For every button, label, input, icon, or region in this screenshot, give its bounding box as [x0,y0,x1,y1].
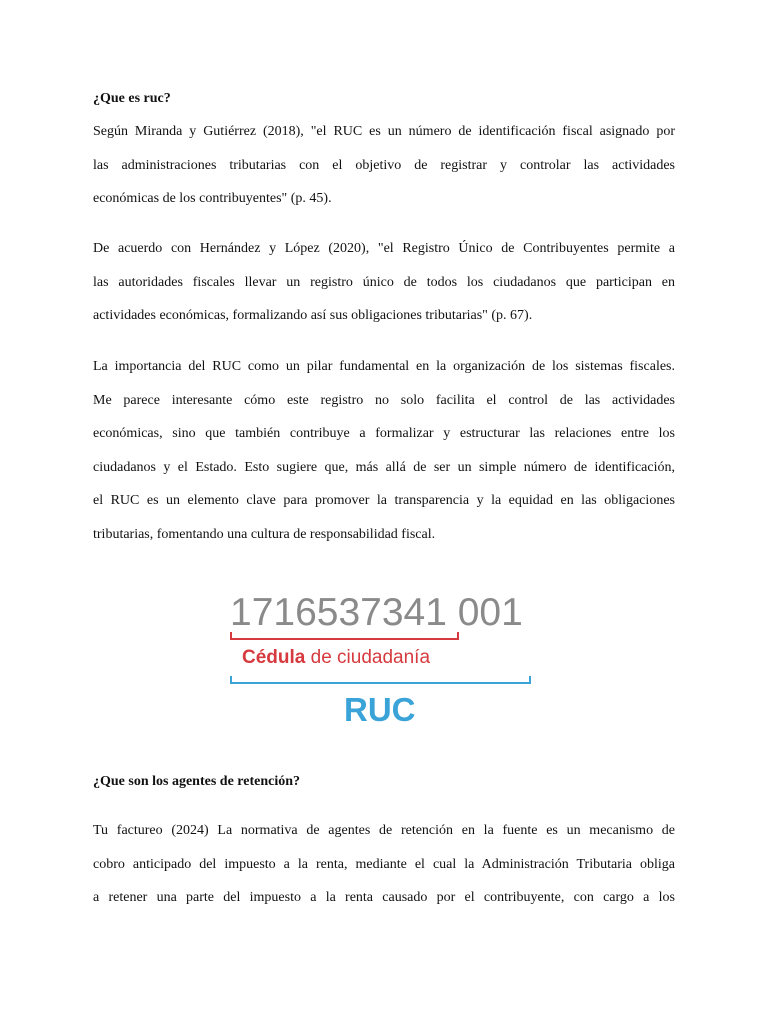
text-line: cobro anticipado del impuesto a la renta, mediante el cual la Administración Tributaria obliga [93,856,675,872]
text-line: las autoridades fiscales llevar un registro único de todos los ciudadanos que participan en [93,274,675,290]
text-line: De acuerdo con Hernández y López (2020), "el Registro Único de Contribuyentes permite a [93,241,675,256]
text-line: actividades económicas, formalizando así sus obligaciones tributarias" (p. 67). [93,308,533,324]
paragraph-ruc-definition-2 [93,232,675,333]
cedula-bracket [231,632,458,639]
ruc-diagram [226,588,536,733]
section-heading-agentes: ¿Que son los agentes de retención? [93,774,301,789]
text-line: Me parece interesante cómo este registro no solo facilita el control de las actividades [93,392,675,408]
cedula-label [242,646,430,670]
text-line: económicas de los contribuyentes" (p. 45). [93,191,332,207]
text-line: las administraciones tributarias con el objetivo de registrar y controlar las actividades [93,157,675,173]
ruc-number: 1716537341 001 [230,591,523,634]
paragraph-ruc-importance [93,350,675,552]
section-heading-ruc: ¿Que es ruc? [93,91,171,106]
text-line: el RUC es un elemento clave para promover la transparencia y la equidad en las obligaciones [93,493,675,509]
text-line: Según Miranda y Gutiérrez (2018), "el RUC es un número de identificación fiscal asignado por [93,124,675,139]
text-line: Tu factureo (2024) La normativa de agentes de retención en la fuente es un mecanismo de [93,823,675,838]
text-line: ciudadanos y el Estado. Esto sugiere que, más allá de ser un simple número de identificación, [93,459,675,475]
ruc-label: RUC [344,691,416,728]
cedula-label-rest: de ciudadanía [305,647,431,668]
paragraph-agentes-retencion [93,814,675,915]
text-line: La importancia del RUC como un pilar fundamental en la organización de los sistemas fiscales. [93,359,675,374]
text-line: tributarias, fomentando una cultura de responsabilidad fiscal. [93,526,436,542]
cedula-label-bold: Cédula [242,647,306,668]
paragraph-ruc-definition-1 [93,115,675,216]
text-line: económicas, sino que también contribuye a formalizar y estructurar las relaciones entre los [93,426,675,442]
text-line: a retener una parte del impuesto a la renta causado por el contribuyente, con cargo a los [93,890,675,906]
ruc-bracket [231,676,530,683]
